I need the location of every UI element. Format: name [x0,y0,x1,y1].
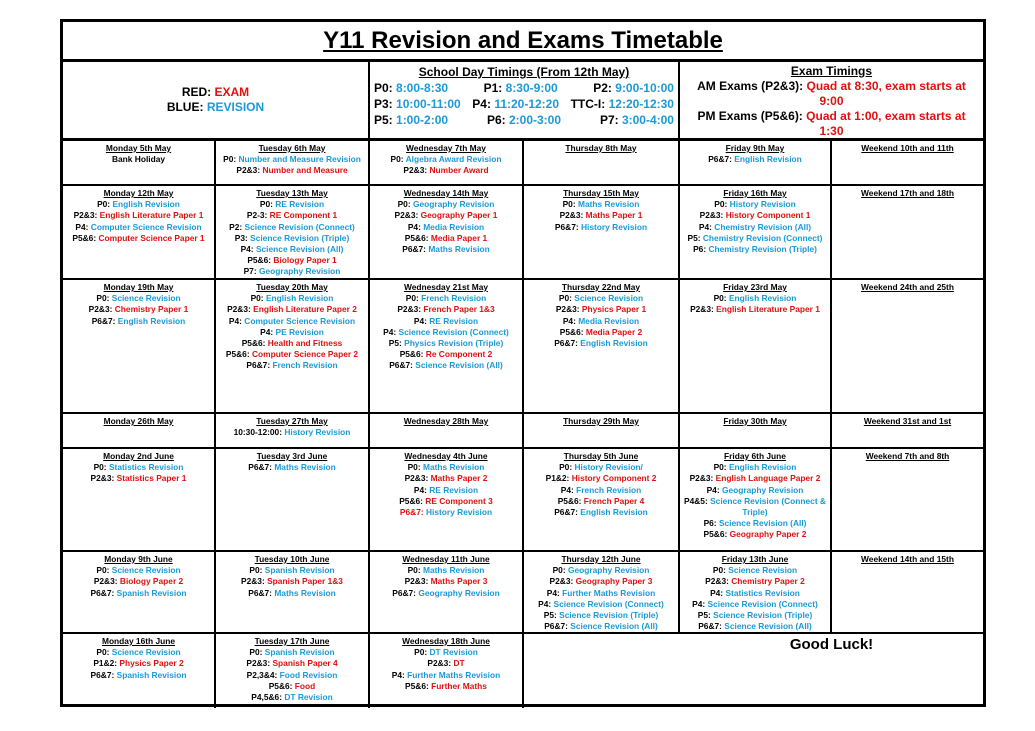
session-entry: P0: History Revision/ [559,462,643,473]
session-entry: P0: Maths Revision [562,199,640,210]
session-entry: P0: Science Revision [96,565,181,576]
session-entry: P2&3: Spanish Paper 4 [246,658,338,669]
day-heading: Weekend 10th and 11th [861,143,954,153]
session-entry: P6&7: Science Revision (All) [544,621,658,632]
session-entry: P2&3: French Paper 1&3 [397,304,495,315]
session-entry: P2&3: Number Award [403,165,489,176]
day-heading: Friday 16th May [723,188,787,198]
session-entry: P5: Science Revision (Triple) [543,610,659,621]
session-entry: P5: Chemistry Revision (Connect) [687,232,823,243]
session-entry: P0: Geography Revision [397,199,495,210]
session-entry: P0: Science Revision [558,293,644,304]
page-title: Y11 Revision and Exams Timetable [63,22,983,62]
session-entry: P2-3: RE Component 1 [246,210,338,221]
day-cell [216,280,370,414]
session-entry: P6&7: Science Revision (All) [698,621,812,632]
session-entry: P4: PE Revision [260,326,324,337]
day-cell [63,449,216,552]
day-heading: Monday 5th May [105,143,172,153]
legend-exam: RED: EXAM [181,85,250,99]
day-cell [216,414,370,449]
session-entry: P5: Science Revision (Triple) [697,610,813,621]
session-entry: P4: Chemistry Revision (All) [698,221,812,232]
day-cell [370,141,524,186]
timing-row [374,80,674,96]
session-entry: P0: Science Revision [712,565,798,576]
day-heading: Wednesday 18th June [402,636,490,646]
day-heading: Wednesday 28th May [403,416,489,426]
period-timing: P5: 1:00-2:00 [374,113,449,127]
day-cell [216,141,370,186]
exam-timings-heading: Exam Timings [790,64,873,78]
day-heading: Weekend 7th and 8th [865,451,950,461]
session-entry: P4: Science Revision (Connect) [692,598,818,609]
day-cell [680,414,832,449]
day-cell [680,449,832,552]
session-entry: P0: Maths Revision [407,462,485,473]
day-heading: Thursday 15th May [563,188,639,198]
session-entry: P4: Media Revision [407,221,485,232]
session-entry: P5&6: French Paper 4 [557,495,645,506]
session-entry: P4: Computer Science Revision [228,315,356,326]
session-entry: P2&3: Spanish Paper 1&3 [241,576,343,587]
session-entry: P6&7: English Revision [554,507,648,518]
school-day-timings [370,62,680,141]
day-heading: Thursday 29th May [563,416,639,426]
session-entry: P4: Further Maths Revision [546,587,656,598]
day-heading: Tuesday 27th May [256,416,328,426]
session-entry: P0: English Revision [250,293,334,304]
day-cell [370,414,524,449]
session-entry: P6&7: History Revision [554,221,648,232]
session-entry: P2&3: Statistics Paper 1 [90,473,187,484]
session-entry: P1&2: Physics Paper 2 [93,658,184,669]
day-heading: Thursday 5th June [563,451,639,461]
day-cell [832,552,983,634]
session-entry: P3: Science Revision (Triple) [234,232,350,243]
day-cell [63,634,216,708]
day-cell [370,280,524,414]
day-heading: Friday 30th May [723,416,787,426]
session-entry: P5&6: Re Component 2 [399,349,493,360]
period-timing: P7: 3:00-4:00 [599,113,674,127]
timings-heading: School Day Timings (From 12th May) [418,65,630,79]
day-heading: Monday 2nd June [103,451,174,461]
day-cell [832,186,983,280]
session-entry: P2&3: Maths Paper 3 [404,576,488,587]
timings-rows [374,80,674,128]
session-entry: P0: Statistics Revision [93,462,184,473]
session-entry: P0: Spanish Revision [249,647,335,658]
day-cell [832,280,983,414]
session-entry: P2&3: Biology Paper 2 [93,576,184,587]
session-entry: P6: Science Revision (All) [703,518,807,529]
session-entry: P6&7: Maths Revision [248,462,336,473]
session-entry: P0: French Revision [405,293,487,304]
session-entry: P4: RE Revision [413,315,479,326]
session-entry: P2&3: DT [427,658,465,669]
session-entry: P2&3: Maths Paper 1 [559,210,643,221]
day-cell [680,186,832,280]
session-entry: P0: English Revision [97,199,180,210]
am-exams: AM Exams (P2&3): Quad at 8:30, exam starts at 9:00 [697,79,966,108]
session-entry: P2&3: English Literature Paper 2 [227,304,357,315]
day-heading: Tuesday 20th May [256,282,328,292]
session-entry: P6&7: Maths Revision [248,587,336,598]
day-heading: Wednesday 14th May [403,188,489,198]
session-entry: P4: Media Revision [562,315,640,326]
day-heading: Monday 9th June [104,554,173,564]
day-heading: Tuesday 17th June [254,636,330,646]
session-entry: P4: Computer Science Revision [75,221,202,232]
day-cell [216,449,370,552]
session-entry: P2&3: Geography Paper 3 [549,576,653,587]
pm-exams: PM Exams (P5&6): Quad at 1:00, exam starts at 1:30 [697,109,966,138]
session-entry: P4: Further Maths Revision [391,669,501,680]
day-heading: Tuesday 6th May [258,143,326,153]
day-cell [832,414,983,449]
session-entry: 10:30-12:00: History Revision [233,427,351,438]
session-entry: P4: Geography Revision [706,484,804,495]
session-entry: P6&7: Maths Revision [402,244,490,255]
session-entry: P2&3: English Literature Paper 1 [73,210,204,221]
session-entry: P0: English Revision [713,462,797,473]
session-entry: P4&5: Science Revision (Connect & Triple) [684,495,826,518]
session-entry: P5&6: Computer Science Paper 2 [225,349,359,360]
session-entry: P2&3: Maths Paper 2 [404,473,488,484]
session-entry: P0: DT Revision [414,647,478,658]
day-heading: Wednesday 7th May [406,143,486,153]
session-entry: P5&6: Geography Paper 2 [703,529,807,540]
session-entry: P4: Science Revision (All) [240,244,344,255]
session-entry: P2&3: Chemistry Paper 2 [705,576,805,587]
session-entry: P5&6: Computer Science Paper 1 [72,232,205,243]
day-cell [832,449,983,552]
session-entry: P6&7: French Revision [246,360,338,371]
day-heading: Monday 16th June [101,636,176,646]
session-entry: P0: Science Revision [96,647,181,658]
session-entry: P6&7: Science Revision (All) [389,360,503,371]
session-entry: P6&7: Geography Revision [392,587,500,598]
day-cell [832,141,983,186]
day-heading: Weekend 24th and 25th [861,282,954,292]
good-luck-message: Good Luck! [789,636,874,653]
legend-revision: BLUE: REVISION [166,100,265,114]
exam-timings [680,62,983,141]
day-heading: Thursday 12th June [561,554,641,564]
session-entry: P2&3: Number and Measure [236,165,348,176]
day-heading: Thursday 22nd May [561,282,641,292]
session-entry: P0: Algebra Award Revision [390,154,502,165]
day-cell [216,552,370,634]
session-entry: P4: Science Revision (Connect) [383,326,509,337]
session-entry: P2&3: Chemistry Paper 1 [88,304,189,315]
day-cell [524,414,680,449]
day-heading: Weekend 14th and 15th [861,554,954,564]
session-entry: P0: Spanish Revision [249,565,335,576]
day-heading: Weekend 31st and 1st [863,416,952,426]
day-heading: Thursday 8th May [565,143,637,153]
period-timing: P3: 10:00-11:00 [374,97,461,111]
session-entry: P2&3: English Language Paper 2 [689,473,821,484]
day-cell [680,280,832,414]
session-entry: P4: RE Revision [413,484,479,495]
session-entry: P2&3: English Literature Paper 1 [690,304,820,315]
session-entry: P4: French Revision [560,484,642,495]
session-entry: P2&3: Physics Paper 1 [555,304,647,315]
day-cell [370,186,524,280]
day-cell [524,141,680,186]
session-entry: P6&7: Spanish Revision [90,669,187,680]
day-heading: Monday 19th May [103,282,174,292]
day-cell [370,634,524,708]
day-heading: Friday 6th June [724,451,786,461]
day-cell [63,414,216,449]
session-entry: P5&6: Media Paper 1 [404,232,488,243]
session-entry: P5&6: Further Maths [405,680,487,691]
session-entry: P0: Maths Revision [407,565,485,576]
colour-legend [63,62,370,141]
period-timing: P0: 8:00-8:30 [374,81,449,95]
day-cell [216,634,370,708]
day-heading: Monday 26th May [103,416,174,426]
day-cell [63,280,216,414]
day-cell [524,449,680,552]
day-heading: Tuesday 13th May [256,188,328,198]
session-entry: P5: Physics Revision (Triple) [388,338,504,349]
session-entry: P5&6: Food [268,680,316,691]
session-entry: P5&6: Media Paper 2 [559,326,643,337]
session-entry: P1&2: History Component 2 [545,473,657,484]
period-timing: P1: 8:30-9:00 [483,81,558,95]
session-entry: P0: English Revision [713,293,797,304]
day-cell [216,186,370,280]
day-heading: Friday 9th May [725,143,785,153]
session-entry: P6&7: Spanish Revision [90,587,187,598]
day-cell [63,552,216,634]
day-heading: Monday 12th May [103,188,174,198]
timing-row [374,112,674,128]
day-cell [63,141,216,186]
timetable-sheet [60,19,986,707]
day-cell [63,186,216,280]
day-heading: Wednesday 11th June [402,554,490,564]
session-entry: P5&6: Biology Paper 1 [247,255,337,266]
session-entry: P6&7: English Revision [91,315,186,326]
session-entry: P4: Statistics Revision [710,587,800,598]
day-cell [524,186,680,280]
session-entry: P6&7: English Revision [554,338,648,349]
period-timing: P2: 9:00-10:00 [593,81,674,95]
session-entry: P6&7: History Revision [399,507,493,518]
session-entry: P2: Science Revision (Connect) [229,221,355,232]
day-cell [370,552,524,634]
period-timing: P4: 11:20-12:20 [472,97,560,111]
day-cell [370,449,524,552]
session-entry: P2,3&4: Food Revision [246,669,338,680]
day-cell [680,141,832,186]
day-heading: Wednesday 4th June [404,451,488,461]
session-entry: P2&3: History Component 1 [699,210,811,221]
session-entry: P4,5&6: DT Revision [251,692,333,703]
session-entry: P0: Science Revision [96,293,181,304]
timing-row [374,96,674,112]
session-entry: P4: Science Revision (Connect) [538,598,664,609]
day-cell [524,552,680,634]
session-entry: P6&7: English Revision [708,154,802,165]
session-entry: P5&6: Health and Fitness [241,338,343,349]
session-entry: P0: Geography Revision [552,565,650,576]
session-entry: P0: RE Revision [259,199,325,210]
day-cell [680,552,832,634]
session-entry: P0: Number and Measure Revision [223,154,361,165]
day-heading: Friday 23rd May [723,282,787,292]
day-heading: Weekend 17th and 18th [861,188,954,198]
session-entry: P7: Geography Revision [243,266,341,277]
day-heading: Tuesday 3rd June [256,451,328,461]
period-timing: P6: 2:00-3:00 [486,113,562,127]
day-heading: Friday 13th June [721,554,789,564]
session-entry: P5&6: RE Component 3 [399,495,493,506]
day-cell [524,280,680,414]
day-heading: Wednesday 21st May [403,282,489,292]
session-entry: P0: History Revision [714,199,796,210]
session-entry: P2&3: Geography Paper 1 [394,210,498,221]
session-entry: P6: Chemistry Revision (Triple) [693,244,817,255]
day-heading: Tuesday 10th June [254,554,330,564]
period-timing: TTC-I: 12:20-12:30 [570,97,674,111]
session-entry: Bank Holiday [111,154,166,165]
